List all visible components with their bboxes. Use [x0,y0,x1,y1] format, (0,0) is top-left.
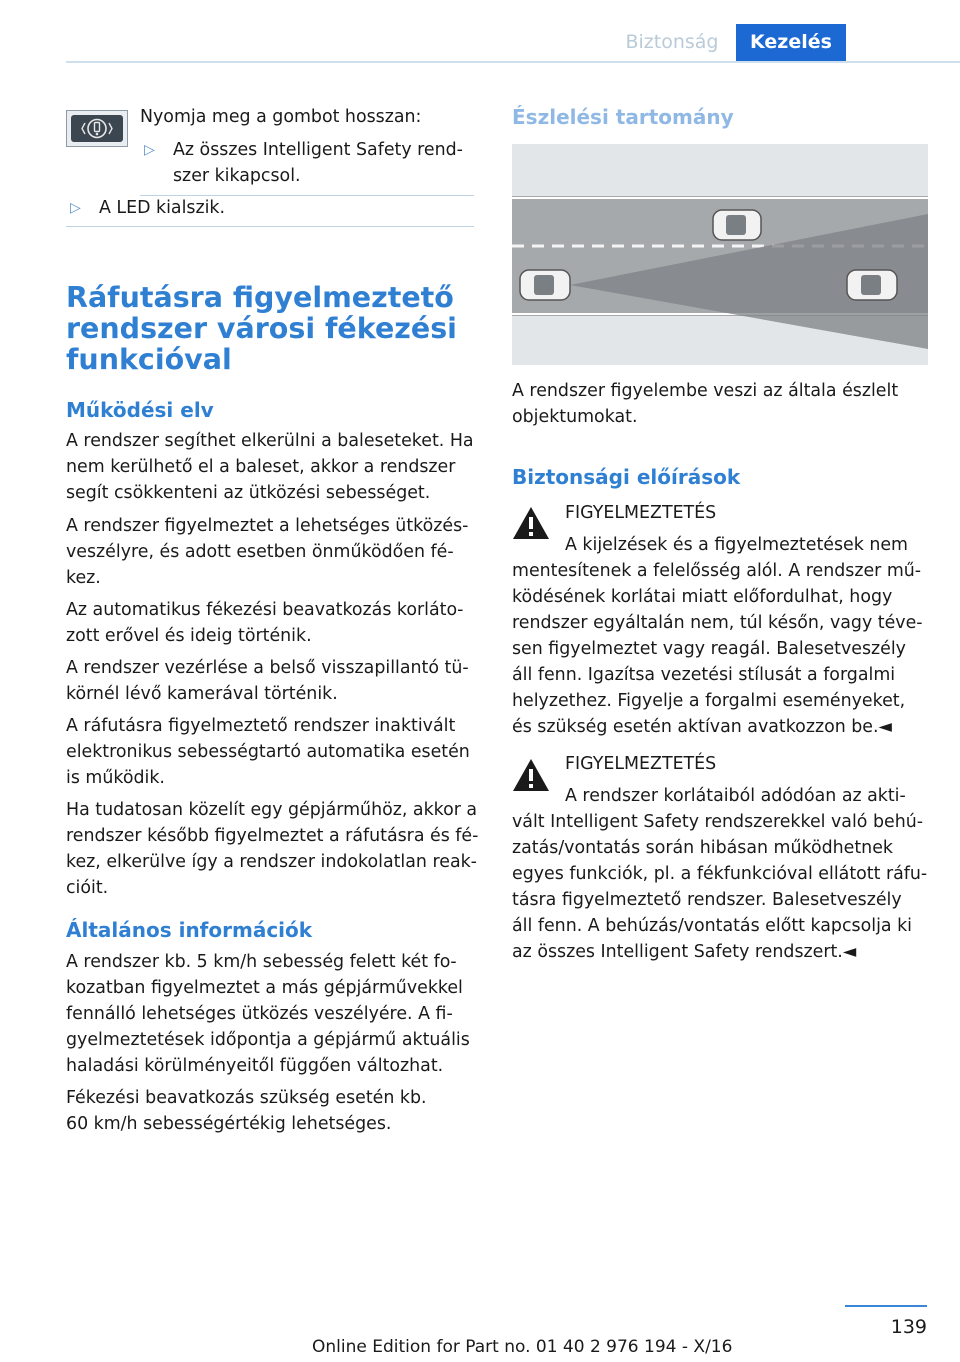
paragraph-line: zatás/vontatás során hibásan működhetnek [512,838,893,858]
paragraph-line: gyelmeztetések időpontja a gépjármű aktuális [66,1030,470,1050]
paragraph-line: A kijelzések és a figyelmeztetések nem [565,535,908,555]
paragraph-line: vált Intelligent Safety rendszerekkel való behú‐ [512,812,924,832]
paragraph-line: sen figyelmeztet vagy reagál. Balesetveszély [512,639,906,659]
paragraph-line: Az automatikus fékezési beavatkozás korláto‐ [66,600,464,620]
paragraph-line: A ráfutásra figyelmeztető rendszer inaktivált [66,716,456,736]
paragraph-line: Ha tudatosan közelít egy gépjárműhöz, akkor a [66,800,478,820]
paragraph-line: kez. [66,568,101,588]
paragraph-line: kez, elkerülve így a rendszer indokolatlan reak‐ [66,852,477,872]
subsection-heading: Általános információk [66,918,313,942]
edition-footer: Online Edition for Part no. 01 40 2 976 194 - X/16 [312,1337,733,1357]
paragraph-line: 60 km/h sebességértékig lehetséges. [66,1114,392,1134]
section-title: funkcióval [66,343,232,376]
paragraph-line: egyes funkciók, pl. a fékfunkcióval ellátott ráfu‐ [512,864,928,884]
paragraph-line: rendszer egyáltalán nem, túl későn, vagy téve‐ [512,613,923,633]
triangle-right-icon: ▷ [70,200,81,216]
intelligent-safety-button-icon [66,110,128,147]
bullet-text-line: Az összes Intelligent Safety rend‐ [173,140,463,160]
paragraph-line: ködésének korlátai miatt előfordulhat, hogy [512,587,893,607]
triangle-right-icon: ▷ [144,142,155,158]
paragraph-line: rendszer később figyelmeztet a ráfutásra és fé‐ [66,826,479,846]
paragraph-line: áll fenn. A behúzás/vontatás előtt kapcsolja ki [512,916,912,936]
warning-triangle-icon [512,758,550,792]
subsection-heading: Biztonsági előírások [512,465,741,489]
vehicle-icon [847,270,897,300]
paragraph-line: objektumokat. [512,407,638,427]
header-divider [66,61,960,63]
page-number-rule [845,1305,927,1307]
button-instruction: Nyomja meg a gombot hosszan: [140,107,422,127]
section-title: Ráfutásra figyelmeztető [66,281,454,314]
paragraph-line: az összes Intelligent Safety rendszert.◄ [512,942,857,962]
paragraph-line: A rendszer figyelmeztet a lehetséges ütközés‐ [66,516,469,536]
paragraph-line: nem kerülhető el a baleset, akkor a rendszer [66,457,456,477]
paragraph-line: A rendszer kb. 5 km/h sebesség felett két fo‐ [66,952,457,972]
subsection-heading: Működési elv [66,398,214,422]
paragraph-line: tásra figyelmeztető rendszer. Balesetveszély [512,890,902,910]
paragraph-line: A rendszer figyelembe veszi az általa észlelt [512,381,899,401]
paragraph-line: és szükség esetén aktívan avatkozzon be.◄ [512,717,892,737]
paragraph-line: áll fenn. Igazítsa vezetési stílusát a forgalmi [512,665,896,685]
separator [66,226,474,227]
vehicle-icon [520,270,570,300]
paragraph-line: körnél lévő kamerával történik. [66,684,338,704]
paragraph-line: cióit. [66,878,109,898]
paragraph-line: A rendszer segíthet elkerülni a baleseteket. Ha [66,431,474,451]
header-tab-biztonsag: Biztonság [625,31,719,53]
paragraph-line: mentesítenek a felelősség alól. A rendszer mű‐ [512,561,922,581]
paragraph-line: fennálló lehetséges ütközés veszélyére. A fi‐ [66,1004,453,1024]
page-number: 139 [890,1316,927,1338]
paragraph-line: A rendszer korlátaiból adódóan az akti‐ [565,786,906,806]
paragraph-line: haladási körülményeitől függően változhat. [66,1056,444,1076]
paragraph-line: elektronikus sebességtartó automatika esetén [66,742,470,762]
section-title: rendszer városi fékezési [66,312,457,345]
paragraph-line: is működik. [66,768,165,788]
header-tab-kezeles: Kezelés [736,24,846,61]
paragraph-line: veszélyre, és adott esetben önműködően fé‐ [66,542,454,562]
paragraph-line: zott erővel és ideig történik. [66,626,312,646]
warning-title: FIGYELMEZTETÉS [565,754,717,774]
detection-range-illustration [512,144,928,365]
paragraph-line: helyzethez. Figyelje a forgalmi eseményeket, [512,691,906,711]
bullet-text-line: A LED kialszik. [99,198,226,218]
paragraph-line: segít csökkenteni az ütközési sebességet. [66,483,431,503]
paragraph-line: A rendszer vezérlése a belső visszapillantó tü‐ [66,658,469,678]
subsection-heading: Észlelési tartomány [512,105,734,129]
paragraph-line: Fékezési beavatkozás szükség esetén kb. [66,1088,427,1108]
vehicle-icon [713,210,761,240]
bullet-text-line: szer kikapcsol. [173,166,301,186]
paragraph-line: kozatban figyelmeztet a más gépjárművekkel [66,978,463,998]
warning-title: FIGYELMEZTETÉS [565,503,717,523]
warning-triangle-icon [512,506,550,540]
